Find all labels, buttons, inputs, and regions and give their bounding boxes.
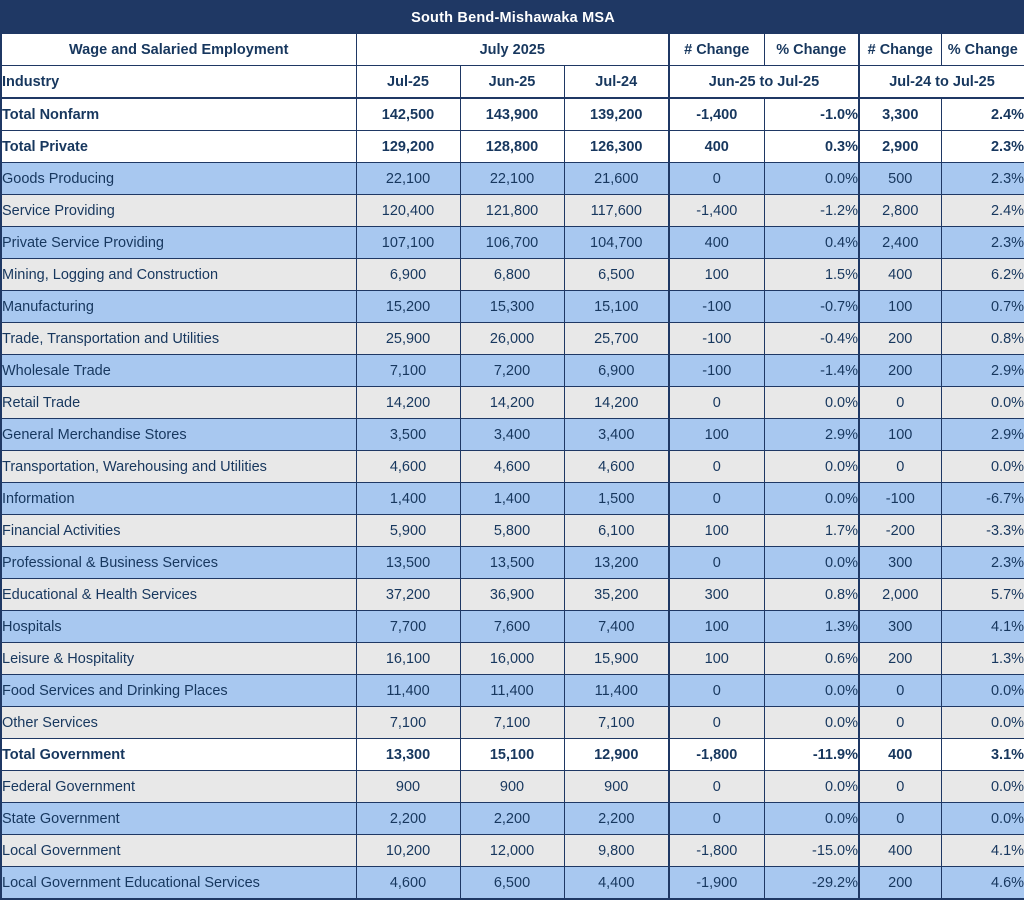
- row-change-num-2: 3,300: [859, 98, 941, 131]
- row-value-jul24: 6,900: [564, 355, 669, 387]
- row-industry-label: Manufacturing: [1, 291, 356, 323]
- row-change-pct-1: -1.0%: [764, 98, 859, 131]
- row-value-jul24: 4,600: [564, 451, 669, 483]
- table-row: [1, 163, 1024, 195]
- header-col-jun25: Jun-25: [460, 66, 564, 99]
- row-industry-label: Information: [1, 483, 356, 515]
- row-value-jul24: 35,200: [564, 579, 669, 611]
- row-value-jun25: 900: [460, 771, 564, 803]
- table-row: [1, 483, 1024, 515]
- row-change-num-2: 2,400: [859, 227, 941, 259]
- row-value-jul24: 15,100: [564, 291, 669, 323]
- row-change-num-2: -100: [859, 483, 941, 515]
- row-industry-label: Transportation, Warehousing and Utilities: [1, 451, 356, 483]
- row-change-num-1: 0: [669, 451, 764, 483]
- row-industry-label: General Merchandise Stores: [1, 419, 356, 451]
- row-change-num-2: 0: [859, 707, 941, 739]
- row-change-num-2: 200: [859, 355, 941, 387]
- row-change-num-1: 0: [669, 163, 764, 195]
- table-row: [1, 323, 1024, 355]
- row-value-jul25: 5,900: [356, 515, 460, 547]
- row-value-jun25: 128,800: [460, 131, 564, 163]
- row-change-pct-2: 2.3%: [941, 163, 1024, 195]
- table-row: [1, 355, 1024, 387]
- header-row-columns: [1, 66, 1024, 99]
- row-value-jul24: 12,900: [564, 739, 669, 771]
- row-change-pct-2: 2.9%: [941, 355, 1024, 387]
- row-change-pct-1: -1.2%: [764, 195, 859, 227]
- row-value-jul24: 7,100: [564, 707, 669, 739]
- row-value-jul25: 13,300: [356, 739, 460, 771]
- row-industry-label: State Government: [1, 803, 356, 835]
- row-change-num-1: 0: [669, 675, 764, 707]
- row-change-pct-1: 1.3%: [764, 611, 859, 643]
- row-change-num-1: -100: [669, 355, 764, 387]
- row-change-pct-1: 0.3%: [764, 131, 859, 163]
- row-value-jul24: 1,500: [564, 483, 669, 515]
- row-value-jun25: 16,000: [460, 643, 564, 675]
- row-change-pct-2: 4.6%: [941, 867, 1024, 900]
- row-change-pct-2: 2.3%: [941, 227, 1024, 259]
- row-value-jun25: 15,100: [460, 739, 564, 771]
- row-value-jun25: 15,300: [460, 291, 564, 323]
- row-value-jun25: 2,200: [460, 803, 564, 835]
- table-row: [1, 419, 1024, 451]
- row-change-pct-1: 0.0%: [764, 547, 859, 579]
- row-value-jul24: 3,400: [564, 419, 669, 451]
- table-row: [1, 643, 1024, 675]
- row-change-num-1: 100: [669, 515, 764, 547]
- header-period-label: July 2025: [356, 34, 669, 66]
- row-change-pct-1: 0.0%: [764, 387, 859, 419]
- header-change-1-pct: % Change: [764, 34, 859, 66]
- row-change-num-2: 0: [859, 675, 941, 707]
- header-row-group: [1, 34, 1024, 66]
- row-change-num-1: 0: [669, 803, 764, 835]
- row-industry-label: Food Services and Drinking Places: [1, 675, 356, 707]
- row-change-pct-2: 6.2%: [941, 259, 1024, 291]
- row-value-jul24: 13,200: [564, 547, 669, 579]
- table-row: [1, 803, 1024, 835]
- row-value-jul25: 4,600: [356, 451, 460, 483]
- row-change-pct-2: 2.9%: [941, 419, 1024, 451]
- row-change-num-1: -100: [669, 291, 764, 323]
- header-change-2-num: # Change: [859, 34, 941, 66]
- table-row: [1, 195, 1024, 227]
- row-value-jul25: 11,400: [356, 675, 460, 707]
- table-row: [1, 867, 1024, 900]
- table-row: [1, 739, 1024, 771]
- row-change-num-2: 400: [859, 835, 941, 867]
- table-row: [1, 451, 1024, 483]
- table-row: [1, 579, 1024, 611]
- row-change-num-1: 0: [669, 483, 764, 515]
- row-value-jun25: 26,000: [460, 323, 564, 355]
- row-value-jul25: 14,200: [356, 387, 460, 419]
- row-change-pct-2: 1.3%: [941, 643, 1024, 675]
- row-change-num-1: 100: [669, 611, 764, 643]
- row-value-jul25: 13,500: [356, 547, 460, 579]
- row-value-jun25: 6,500: [460, 867, 564, 900]
- row-change-pct-2: 0.7%: [941, 291, 1024, 323]
- row-value-jun25: 11,400: [460, 675, 564, 707]
- row-change-num-1: 400: [669, 131, 764, 163]
- row-value-jun25: 5,800: [460, 515, 564, 547]
- header-span-2: Jul-24 to Jul-25: [859, 66, 1024, 99]
- row-change-pct-2: 5.7%: [941, 579, 1024, 611]
- table-row: [1, 675, 1024, 707]
- row-change-pct-1: 0.0%: [764, 707, 859, 739]
- row-change-num-2: 200: [859, 867, 941, 900]
- table-row: [1, 515, 1024, 547]
- row-change-pct-1: 0.6%: [764, 643, 859, 675]
- row-value-jul25: 10,200: [356, 835, 460, 867]
- row-change-pct-2: 0.0%: [941, 771, 1024, 803]
- row-industry-label: Mining, Logging and Construction: [1, 259, 356, 291]
- row-value-jun25: 143,900: [460, 98, 564, 131]
- row-change-num-1: -1,800: [669, 835, 764, 867]
- row-industry-label: Total Private: [1, 131, 356, 163]
- row-change-num-1: 400: [669, 227, 764, 259]
- header-span-1: Jun-25 to Jul-25: [669, 66, 859, 99]
- row-change-num-2: 0: [859, 771, 941, 803]
- row-value-jul25: 1,400: [356, 483, 460, 515]
- row-industry-label: Local Government: [1, 835, 356, 867]
- row-change-num-2: 0: [859, 803, 941, 835]
- row-change-pct-2: 4.1%: [941, 611, 1024, 643]
- row-value-jun25: 22,100: [460, 163, 564, 195]
- row-change-num-1: 100: [669, 419, 764, 451]
- row-change-num-2: 400: [859, 739, 941, 771]
- row-value-jul25: 25,900: [356, 323, 460, 355]
- row-change-pct-2: -3.3%: [941, 515, 1024, 547]
- row-change-num-2: 300: [859, 611, 941, 643]
- row-value-jul25: 7,100: [356, 707, 460, 739]
- table-row: [1, 131, 1024, 163]
- row-change-num-1: -1,900: [669, 867, 764, 900]
- row-change-pct-2: 0.0%: [941, 803, 1024, 835]
- row-change-num-1: -100: [669, 323, 764, 355]
- table-row: [1, 259, 1024, 291]
- row-value-jun25: 13,500: [460, 547, 564, 579]
- row-value-jul24: 11,400: [564, 675, 669, 707]
- row-value-jul24: 14,200: [564, 387, 669, 419]
- row-value-jul24: 6,100: [564, 515, 669, 547]
- row-change-num-1: 0: [669, 707, 764, 739]
- row-value-jun25: 7,200: [460, 355, 564, 387]
- row-change-num-2: 200: [859, 323, 941, 355]
- header-change-2-pct: % Change: [941, 34, 1024, 66]
- row-value-jun25: 121,800: [460, 195, 564, 227]
- table-row: [1, 707, 1024, 739]
- row-change-num-2: 300: [859, 547, 941, 579]
- row-industry-label: Local Government Educational Services: [1, 867, 356, 900]
- row-change-pct-1: -0.4%: [764, 323, 859, 355]
- row-value-jul24: 2,200: [564, 803, 669, 835]
- table-row: [1, 771, 1024, 803]
- row-industry-label: Wholesale Trade: [1, 355, 356, 387]
- row-value-jul24: 117,600: [564, 195, 669, 227]
- row-change-num-2: 500: [859, 163, 941, 195]
- row-industry-label: Retail Trade: [1, 387, 356, 419]
- row-value-jun25: 3,400: [460, 419, 564, 451]
- row-change-pct-1: 0.0%: [764, 803, 859, 835]
- row-industry-label: Educational & Health Services: [1, 579, 356, 611]
- row-change-pct-1: 1.7%: [764, 515, 859, 547]
- row-change-num-2: 400: [859, 259, 941, 291]
- row-change-num-1: 0: [669, 547, 764, 579]
- row-change-pct-2: 0.0%: [941, 451, 1024, 483]
- row-change-num-2: 100: [859, 419, 941, 451]
- row-change-num-2: 0: [859, 451, 941, 483]
- row-industry-label: Goods Producing: [1, 163, 356, 195]
- header-change-1-num: # Change: [669, 34, 764, 66]
- row-change-pct-1: 0.0%: [764, 483, 859, 515]
- row-change-pct-2: 0.8%: [941, 323, 1024, 355]
- row-value-jul24: 15,900: [564, 643, 669, 675]
- row-value-jul25: 7,700: [356, 611, 460, 643]
- row-value-jul24: 25,700: [564, 323, 669, 355]
- row-value-jun25: 12,000: [460, 835, 564, 867]
- row-value-jun25: 14,200: [460, 387, 564, 419]
- row-industry-label: Professional & Business Services: [1, 547, 356, 579]
- row-change-pct-2: 2.4%: [941, 195, 1024, 227]
- row-value-jun25: 106,700: [460, 227, 564, 259]
- row-value-jul24: 6,500: [564, 259, 669, 291]
- row-value-jul25: 2,200: [356, 803, 460, 835]
- row-value-jul24: 139,200: [564, 98, 669, 131]
- row-change-num-1: 0: [669, 771, 764, 803]
- row-change-num-1: 100: [669, 643, 764, 675]
- row-change-num-1: -1,400: [669, 195, 764, 227]
- row-value-jul25: 4,600: [356, 867, 460, 900]
- title-row: [1, 1, 1024, 34]
- row-change-pct-1: 0.0%: [764, 451, 859, 483]
- row-value-jul25: 129,200: [356, 131, 460, 163]
- row-change-pct-2: -6.7%: [941, 483, 1024, 515]
- row-value-jun25: 4,600: [460, 451, 564, 483]
- row-value-jul24: 4,400: [564, 867, 669, 900]
- row-change-pct-1: -11.9%: [764, 739, 859, 771]
- header-col-jul24: Jul-24: [564, 66, 669, 99]
- row-value-jul25: 107,100: [356, 227, 460, 259]
- row-industry-label: Federal Government: [1, 771, 356, 803]
- row-value-jun25: 1,400: [460, 483, 564, 515]
- row-change-pct-1: 0.0%: [764, 675, 859, 707]
- row-value-jul25: 142,500: [356, 98, 460, 131]
- row-change-num-2: 2,900: [859, 131, 941, 163]
- row-value-jul25: 7,100: [356, 355, 460, 387]
- row-change-num-2: 2,800: [859, 195, 941, 227]
- row-change-num-2: 0: [859, 387, 941, 419]
- row-change-num-2: 2,000: [859, 579, 941, 611]
- row-industry-label: Trade, Transportation and Utilities: [1, 323, 356, 355]
- row-industry-label: Private Service Providing: [1, 227, 356, 259]
- row-change-pct-1: 2.9%: [764, 419, 859, 451]
- row-value-jun25: 7,100: [460, 707, 564, 739]
- row-industry-label: Service Providing: [1, 195, 356, 227]
- row-value-jul25: 37,200: [356, 579, 460, 611]
- row-industry-label: Hospitals: [1, 611, 356, 643]
- row-change-pct-1: -1.4%: [764, 355, 859, 387]
- header-col-jul25: Jul-25: [356, 66, 460, 99]
- row-change-pct-1: 0.4%: [764, 227, 859, 259]
- row-value-jun25: 6,800: [460, 259, 564, 291]
- row-industry-label: Leisure & Hospitality: [1, 643, 356, 675]
- row-value-jul24: 126,300: [564, 131, 669, 163]
- row-change-num-2: 200: [859, 643, 941, 675]
- row-change-num-1: -1,800: [669, 739, 764, 771]
- row-value-jul25: 6,900: [356, 259, 460, 291]
- row-change-pct-2: 2.4%: [941, 98, 1024, 131]
- row-value-jul24: 9,800: [564, 835, 669, 867]
- table-row: [1, 98, 1024, 131]
- row-change-pct-1: -15.0%: [764, 835, 859, 867]
- row-value-jul25: 120,400: [356, 195, 460, 227]
- row-value-jul25: 900: [356, 771, 460, 803]
- row-change-pct-1: 0.8%: [764, 579, 859, 611]
- row-change-pct-1: -0.7%: [764, 291, 859, 323]
- header-section-label: Wage and Salaried Employment: [1, 34, 356, 66]
- row-industry-label: Total Nonfarm: [1, 98, 356, 131]
- table-row: [1, 227, 1024, 259]
- row-change-pct-2: 2.3%: [941, 131, 1024, 163]
- row-value-jul24: 104,700: [564, 227, 669, 259]
- header-industry: Industry: [1, 66, 356, 99]
- row-change-num-1: -1,400: [669, 98, 764, 131]
- row-value-jul25: 22,100: [356, 163, 460, 195]
- row-change-pct-1: 0.0%: [764, 163, 859, 195]
- row-change-pct-1: 0.0%: [764, 771, 859, 803]
- row-change-num-1: 100: [669, 259, 764, 291]
- row-value-jul25: 16,100: [356, 643, 460, 675]
- page-title: South Bend-Mishawaka MSA: [1, 1, 1024, 34]
- row-change-num-1: 300: [669, 579, 764, 611]
- row-value-jul25: 3,500: [356, 419, 460, 451]
- row-change-pct-2: 4.1%: [941, 835, 1024, 867]
- row-value-jul24: 21,600: [564, 163, 669, 195]
- table-row: [1, 835, 1024, 867]
- row-value-jun25: 36,900: [460, 579, 564, 611]
- table-row: [1, 291, 1024, 323]
- row-value-jul24: 900: [564, 771, 669, 803]
- row-change-pct-1: -29.2%: [764, 867, 859, 900]
- row-change-num-2: 100: [859, 291, 941, 323]
- row-value-jul25: 15,200: [356, 291, 460, 323]
- table-row: [1, 611, 1024, 643]
- row-change-pct-2: 0.0%: [941, 675, 1024, 707]
- row-change-pct-2: 2.3%: [941, 547, 1024, 579]
- row-value-jul24: 7,400: [564, 611, 669, 643]
- row-change-pct-2: 0.0%: [941, 707, 1024, 739]
- row-change-num-1: 0: [669, 387, 764, 419]
- row-change-pct-2: 0.0%: [941, 387, 1024, 419]
- row-change-pct-2: 3.1%: [941, 739, 1024, 771]
- table-header: [1, 1, 1024, 98]
- row-industry-label: Financial Activities: [1, 515, 356, 547]
- row-industry-label: Other Services: [1, 707, 356, 739]
- table-row: [1, 387, 1024, 419]
- row-value-jun25: 7,600: [460, 611, 564, 643]
- row-change-num-2: -200: [859, 515, 941, 547]
- table-row: [1, 547, 1024, 579]
- row-change-pct-1: 1.5%: [764, 259, 859, 291]
- table-body: [1, 98, 1024, 899]
- row-industry-label: Total Government: [1, 739, 356, 771]
